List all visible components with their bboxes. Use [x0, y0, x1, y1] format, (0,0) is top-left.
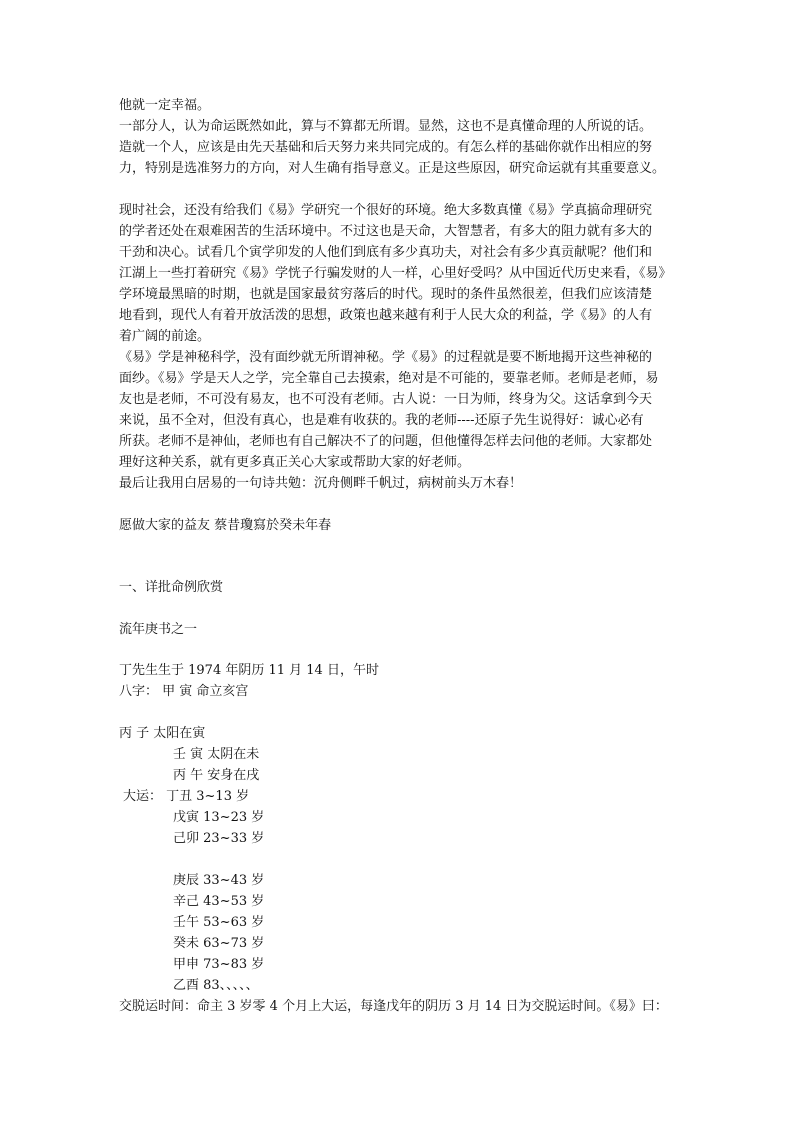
bazi-line: 丙 午 安身在戌 — [173, 768, 260, 783]
dayun-line: 癸未 63~73 岁 — [173, 936, 265, 951]
subsection-heading: 流年庚书之一 — [119, 622, 198, 637]
text-line: 最后让我用白居易的一句诗共勉：沉舟侧畔千帆过，病树前头万木春！ — [119, 476, 523, 491]
text-line: 《易》学是神秘科学，没有面纱就无所谓神秘。学《易》的过程就是要不断地揭开这些神秘的 — [119, 350, 653, 365]
text-line: 干劲和决心。试看几个寅学卯发的人他们到底有多少真功夫，对社会有多少真贡献呢？他们和 — [119, 245, 653, 260]
dayun-line: 戊寅 13~23 岁 — [173, 810, 265, 825]
text-line: 着广阔的前途。 — [119, 329, 211, 344]
bazi-line: 八字： 甲 寅 命立亥宫 — [119, 684, 249, 699]
text-line: 交脱运时间：命主 3 岁零 4 个月上大运，每逢戊年的阴历 3 月 14 日为交脱运时间。《易》曰： — [119, 999, 668, 1014]
dayun-line: 辛己 43~53 岁 — [173, 894, 265, 909]
text-line: 造就一个人，应该是由先天基础和后天努力来共同完成的。有怎么样的基础你就作出相应的努 — [119, 140, 653, 155]
dayun-line: 甲申 73~83 岁 — [173, 957, 265, 972]
text-line: 一部分人，认为命运既然如此，算与不算都无所谓。显然，这也不是真懂命理的人所说的话。 — [119, 119, 653, 134]
text-line: 江湖上一些打着研究《易》学恍子行骗发财的人一样，心里好受吗？从中国近代历史来看，《易》 — [119, 266, 672, 281]
dayun-line: 大运： 丁丑 3~13 岁 — [123, 789, 250, 804]
dayun-line: 乙酉 83、、、、、 — [173, 978, 259, 993]
text-line: 面纱。《易》学是天人之学，完全靠自己去摸索，绝对是不可能的，要靠老师。老师是老师，易 — [119, 371, 659, 386]
section-heading: 一、详批命例欣赏 — [119, 580, 224, 595]
dayun-line: 己卯 23~33 岁 — [173, 831, 265, 846]
text-line: 他就一定幸福。 — [119, 98, 211, 113]
text-line: 的学者还处在艰难困苦的生活环境中。不过这也是天命，大智慧者，有多大的阻力就有多大的 — [119, 224, 653, 239]
dayun-line: 壬午 53~63 岁 — [173, 915, 265, 930]
text-line: 友也是老师，不可没有易友，也不可没有老师。古人说：一日为师，终身为父。这话拿到今天 — [119, 392, 653, 407]
text-line: 来说，虽不全对，但没有真心，也是难有收获的。我的老师----还原子先生说得好：诚心必有 — [119, 413, 644, 428]
birth-info: 丁先生生于 1974 年阴历 11 月 14 日，午时 — [119, 663, 379, 678]
dayun-line: 庚辰 33~43 岁 — [173, 873, 265, 888]
text-line: 力，特别是选准努力的方向，对人生确有指导意义。正是这些原因，研究命运就有其重要意义。 — [119, 161, 666, 176]
text-line: 理好这种关系，就有更多真正关心大家或帮助大家的好老师。 — [119, 455, 471, 470]
bazi-line: 丙 子 太阳在寅 — [119, 726, 206, 741]
signature-line: 愿做大家的益友 蔡昔瓊寫於癸未年春 — [119, 518, 332, 533]
text-line: 所获。老师不是神仙，老师也有自己解决不了的问题，但他懂得怎样去问他的老师。大家都处 — [119, 434, 653, 449]
text-line: 地看到，现代人有着开放活泼的思想，政策也越来越有利于人民大众的利益，学《易》的人有 — [119, 308, 653, 323]
text-line: 现时社会，还没有给我们《易》学研究一个很好的环境。绝大多数真懂《易》学真搞命理研究 — [119, 203, 653, 218]
bazi-line: 壬 寅 太阴在未 — [173, 747, 260, 762]
text-line: 学环境最黑暗的时期，也就是国家最贫穷落后的时代。现时的条件虽然很差，但我们应该清楚 — [119, 287, 653, 302]
